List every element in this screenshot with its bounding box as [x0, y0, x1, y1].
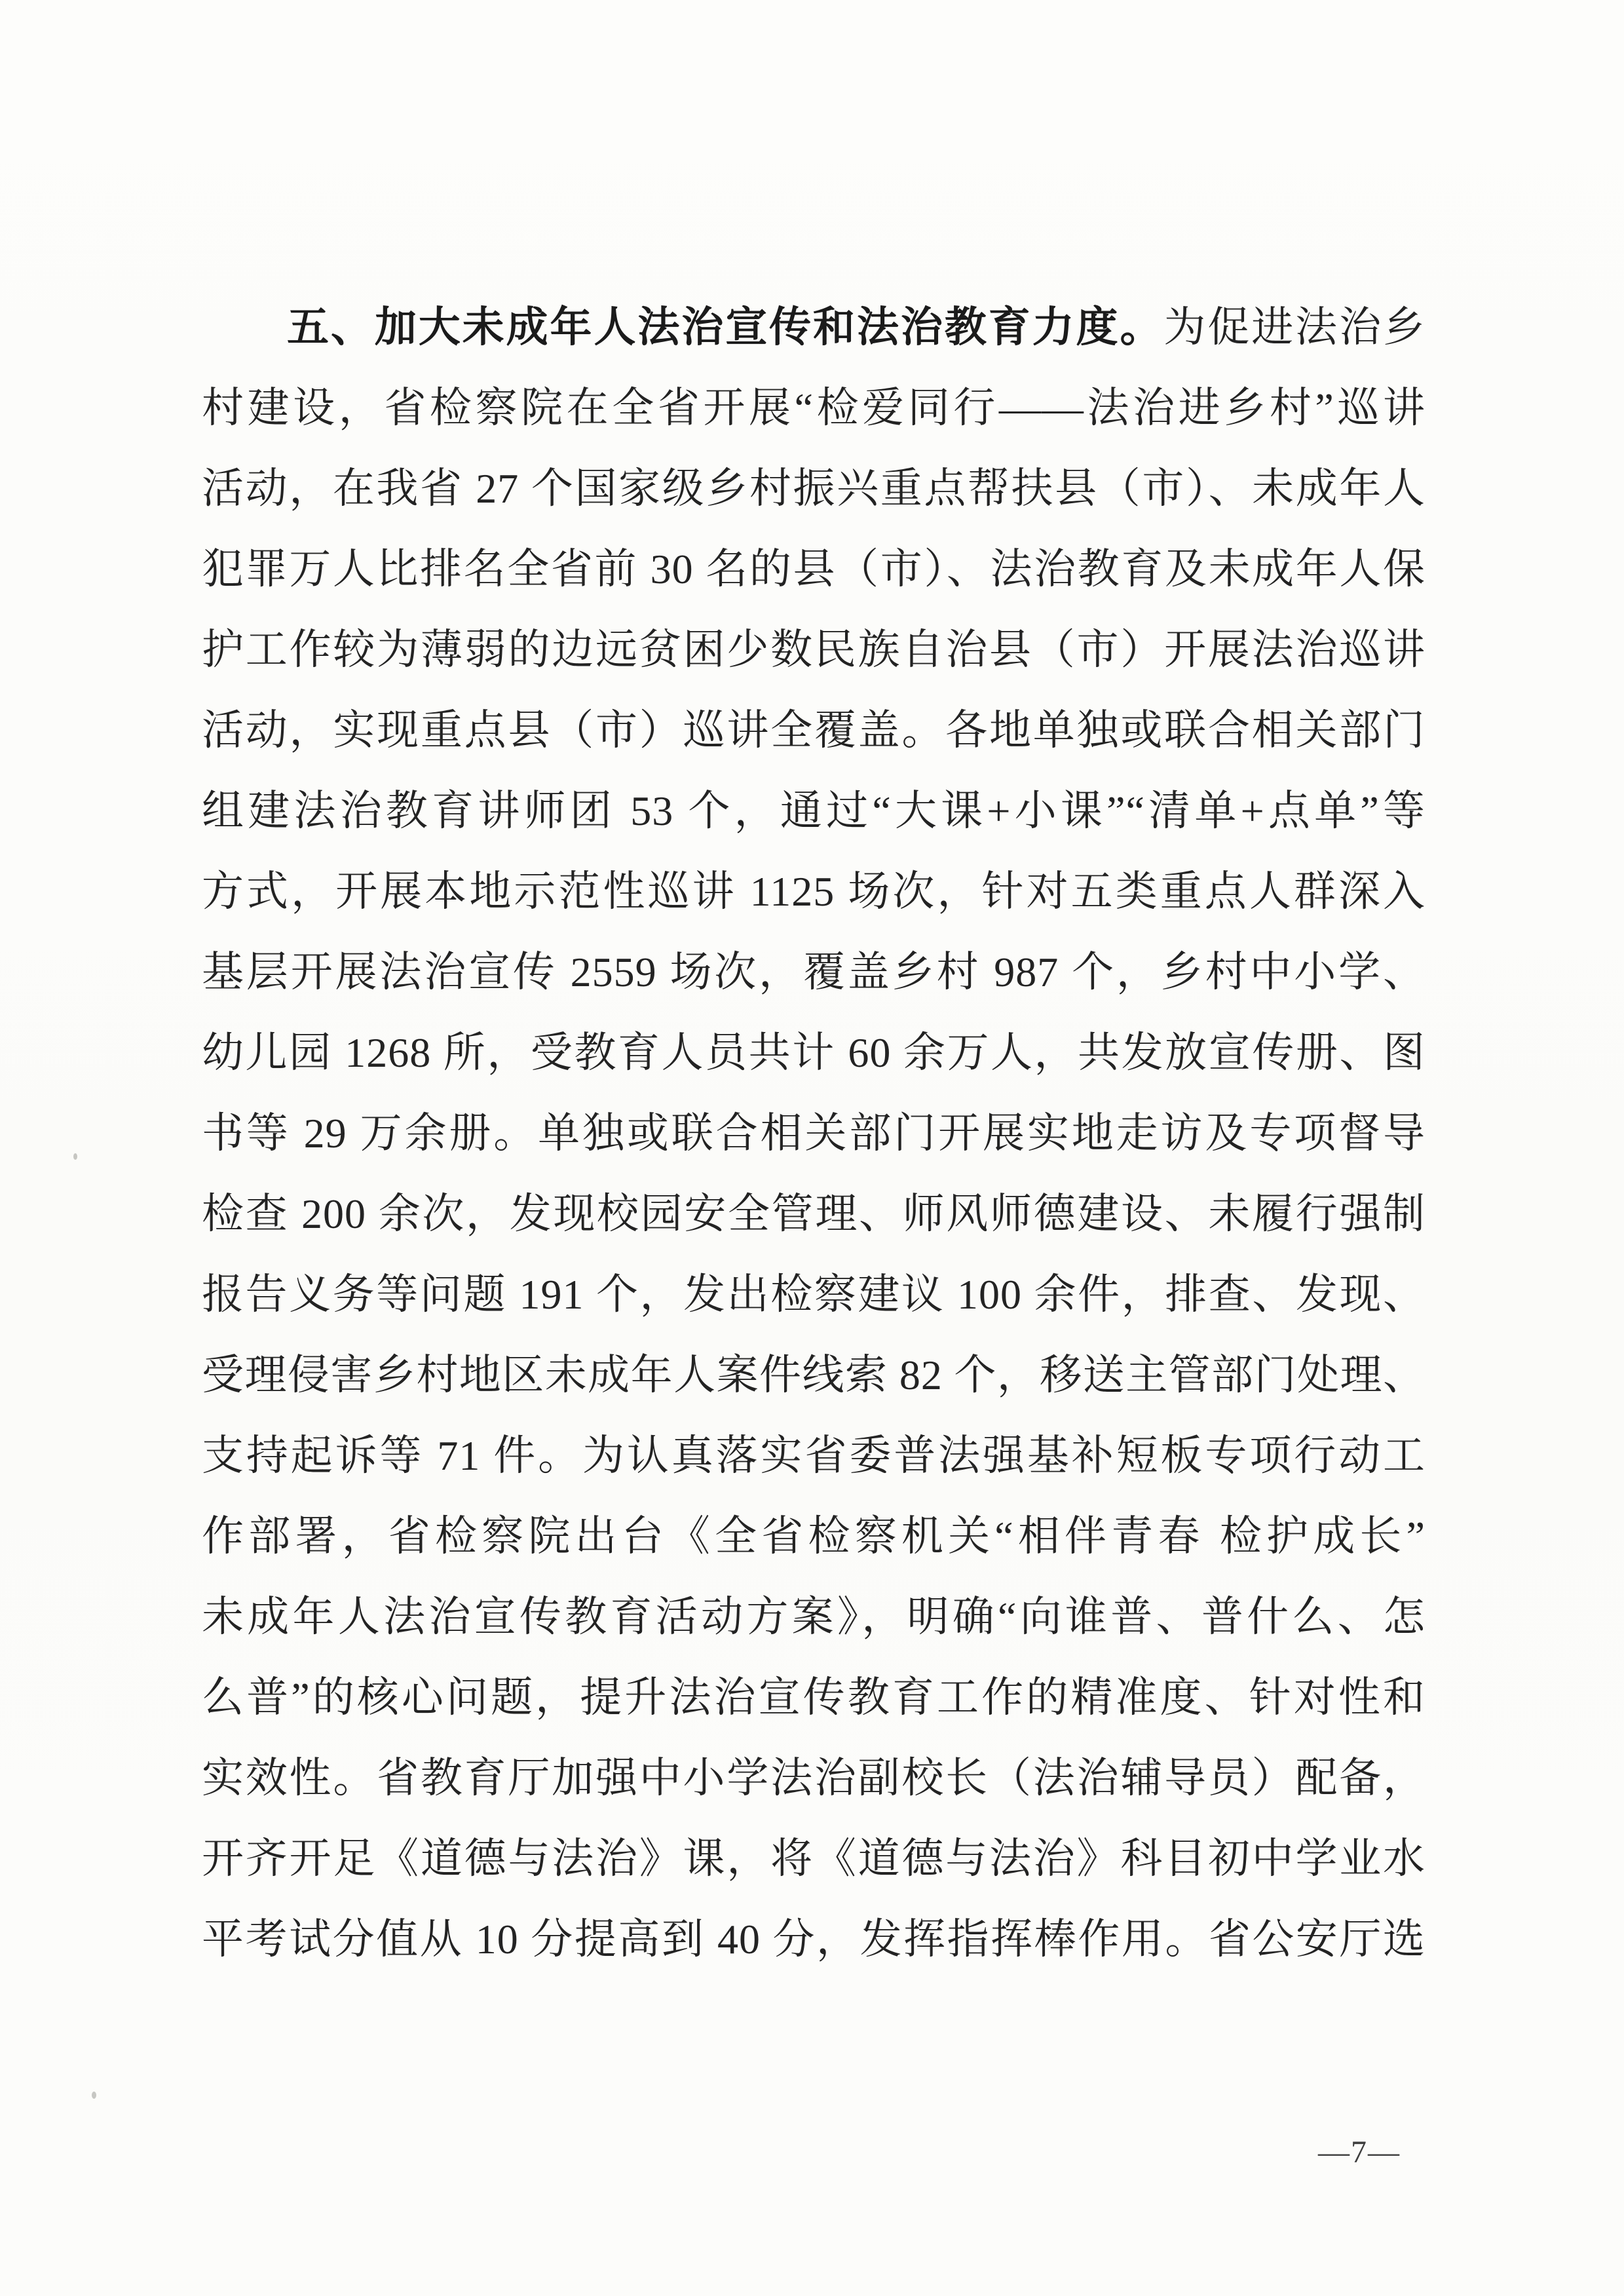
text-line: 组建法治教育讲师团 53 个，通过“大课+小课”“清单+点单”等: [202, 788, 1426, 834]
text-line: 支持起诉等 71 件。为认真落实省委普法强基补短板专项行动工: [202, 1432, 1426, 1479]
text-line: 受理侵害乡村地区未成年人案件线索 82 个，移送主管部门处理、: [202, 1352, 1426, 1398]
text-line: 幼儿园 1268 所，受教育人员共计 60 余万人，共发放宣传册、图: [202, 1029, 1426, 1076]
heading-line-tail: 为促进法治乡: [1163, 304, 1426, 351]
text-line: 作部署，省检察院出台《全省检察机关“相伴青春 检护成长”: [202, 1513, 1426, 1559]
text-line: 检查 200 余次，发现校园安全管理、师风师德建设、未履行强制: [202, 1191, 1426, 1237]
text-line: 护工作较为薄弱的边远贫困少数民族自治县（市）开展法治巡讲: [202, 626, 1426, 673]
text-line: 书等 29 万余册。单独或联合相关部门开展实地走访及专项督导: [202, 1110, 1426, 1157]
text-line: 方式，开展本地示范性巡讲 1125 场次，针对五类重点人群深入: [202, 868, 1426, 915]
text-line: 平考试分值从 10 分提高到 40 分，发挥指挥棒作用。省公安厅选: [202, 1916, 1426, 1962]
text-line: 开齐开足《道德与法治》课，将《道德与法治》科目初中学业水: [202, 1835, 1426, 1882]
scan-speck: [73, 1153, 77, 1160]
text-line: 犯罪万人比排名全省前 30 名的县（市）、法治教育及未成年人保: [202, 546, 1426, 592]
text-line: 么普”的核心问题，提升法治宣传教育工作的精准度、针对性和: [202, 1674, 1426, 1721]
text-line: 活动，在我省 27 个国家级乡村振兴重点帮扶县（市）、未成年人: [202, 465, 1426, 512]
page-footer: [1318, 2133, 1401, 2172]
text-line: 村建设，省检察院在全省开展“检爱同行——法治进乡村”巡讲: [202, 385, 1426, 431]
page-number: —7—: [1318, 2135, 1401, 2170]
text-line: 基层开展法治宣传 2559 场次，覆盖乡村 987 个，乡村中小学、: [202, 949, 1426, 995]
paragraph-section-five: [202, 287, 1426, 1980]
text-line: 实效性。省教育厅加强中小学法治副校长（法治辅导员）配备，: [202, 1755, 1426, 1801]
heading-line: [202, 287, 1426, 368]
section-heading: 五、加大未成年人法治宣传和法治教育力度。: [287, 303, 1164, 351]
text-line: 未成年人法治宣传教育活动方案》，明确“向谁普、普什么、怎: [202, 1594, 1426, 1640]
text-line: 报告义务等问题 191 个，发出检察建议 100 余件，排查、发现、: [202, 1271, 1426, 1318]
scan-speck: [92, 2092, 96, 2099]
text-line: 活动，实现重点县（市）巡讲全覆盖。各地单独或联合相关部门: [202, 707, 1426, 754]
